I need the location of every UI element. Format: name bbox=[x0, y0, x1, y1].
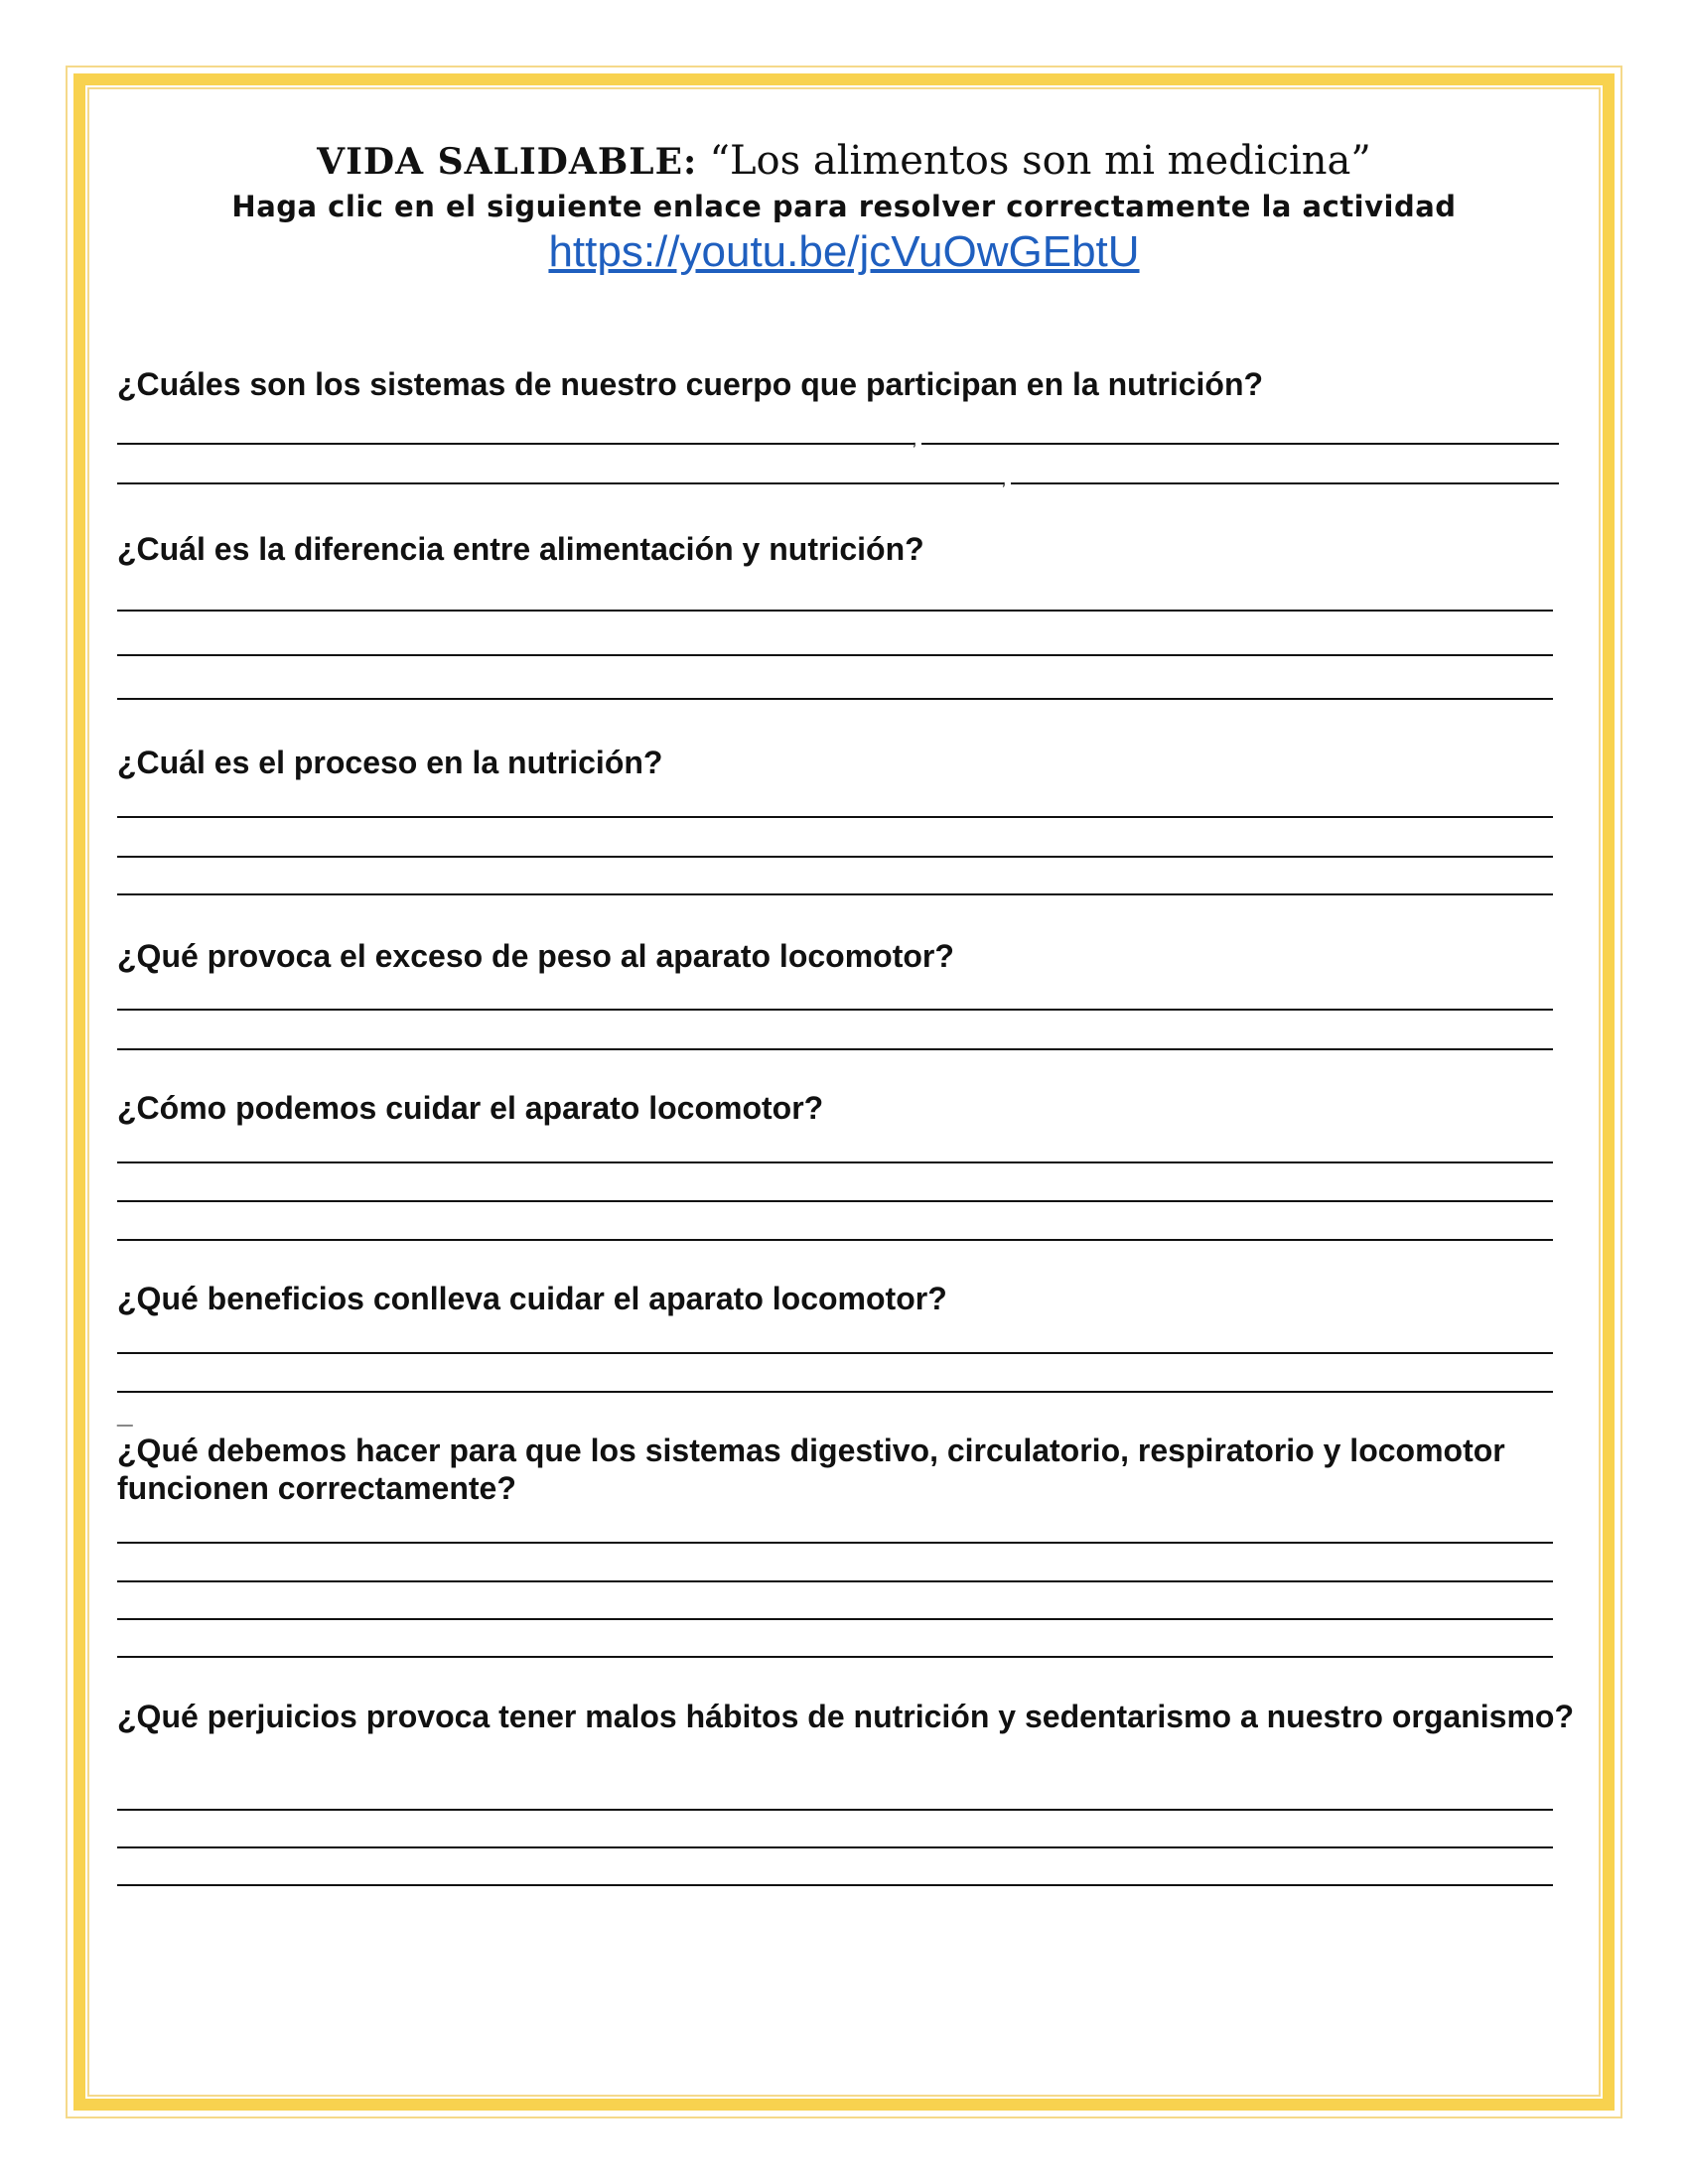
answer-line[interactable] bbox=[117, 1048, 1553, 1050]
question-2: ¿Cuál es la diferencia entre alimentación y nutrición? bbox=[117, 531, 924, 567]
question-3: ¿Cuál es el proceso en la nutrición? bbox=[117, 745, 663, 780]
answer-line[interactable] bbox=[117, 893, 1553, 895]
question-6: ¿Qué beneficios conlleva cuidar el aparato locomotor? bbox=[117, 1281, 947, 1316]
answer-line[interactable] bbox=[117, 1618, 1553, 1620]
answer-line[interactable] bbox=[117, 1239, 1553, 1241]
answer-line[interactable] bbox=[117, 1352, 1553, 1354]
stray-underscore: _ bbox=[117, 1398, 133, 1429]
answer-line[interactable] bbox=[117, 816, 1553, 818]
answer-line[interactable] bbox=[117, 610, 1553, 612]
question-7: ¿Qué debemos hacer para que los sistemas digestivo, circulatorio, respiratorio y locomotor funcionen correctamente? bbox=[117, 1433, 1505, 1506]
answer-line[interactable] bbox=[117, 1809, 1553, 1811]
answer-line[interactable] bbox=[117, 1884, 1553, 1886]
answer-line[interactable] bbox=[117, 1200, 1553, 1202]
comma-separator: , bbox=[912, 428, 917, 450]
answer-line[interactable] bbox=[117, 654, 1553, 656]
answer-line[interactable] bbox=[117, 1846, 1553, 1848]
answer-line[interactable] bbox=[117, 856, 1553, 858]
answer-line[interactable] bbox=[117, 1009, 1553, 1011]
answer-line[interactable] bbox=[117, 1656, 1553, 1658]
question-5: ¿Cómo podemos cuidar el aparato locomotor? bbox=[117, 1090, 824, 1126]
answer-line[interactable] bbox=[117, 1542, 1553, 1544]
question-4: ¿Qué provoca el exceso de peso al aparato locomotor? bbox=[117, 938, 954, 974]
answer-line[interactable] bbox=[117, 1580, 1553, 1582]
video-link[interactable]: https://youtu.be/jcVuOwGEbtU bbox=[548, 227, 1140, 276]
title-bold: VIDA SALIDABLE: bbox=[317, 141, 698, 183]
answer-line[interactable] bbox=[117, 482, 1003, 484]
answer-line[interactable] bbox=[117, 1161, 1553, 1163]
answer-line[interactable] bbox=[1011, 482, 1559, 484]
subtitle-instruction: Haga clic en el siguiente enlace para resolver correctamente la actividad bbox=[231, 190, 1457, 223]
answer-line[interactable] bbox=[117, 698, 1553, 700]
question-1: ¿Cuáles son los sistemas de nuestro cuerpo que participan en la nutrición? bbox=[117, 366, 1264, 402]
question-8: ¿Qué perjuicios provoca tener malos hábitos de nutrición y sedentarismo a nuestro organismo? bbox=[117, 1699, 1574, 1734]
worksheet-title bbox=[0, 134, 1688, 188]
answer-line[interactable] bbox=[921, 443, 1559, 445]
answer-line[interactable] bbox=[117, 1391, 1553, 1393]
title-quote: “Los alimentos son mi medicina” bbox=[709, 138, 1371, 184]
answer-line[interactable] bbox=[117, 443, 914, 445]
comma-separator: , bbox=[1001, 468, 1007, 489]
